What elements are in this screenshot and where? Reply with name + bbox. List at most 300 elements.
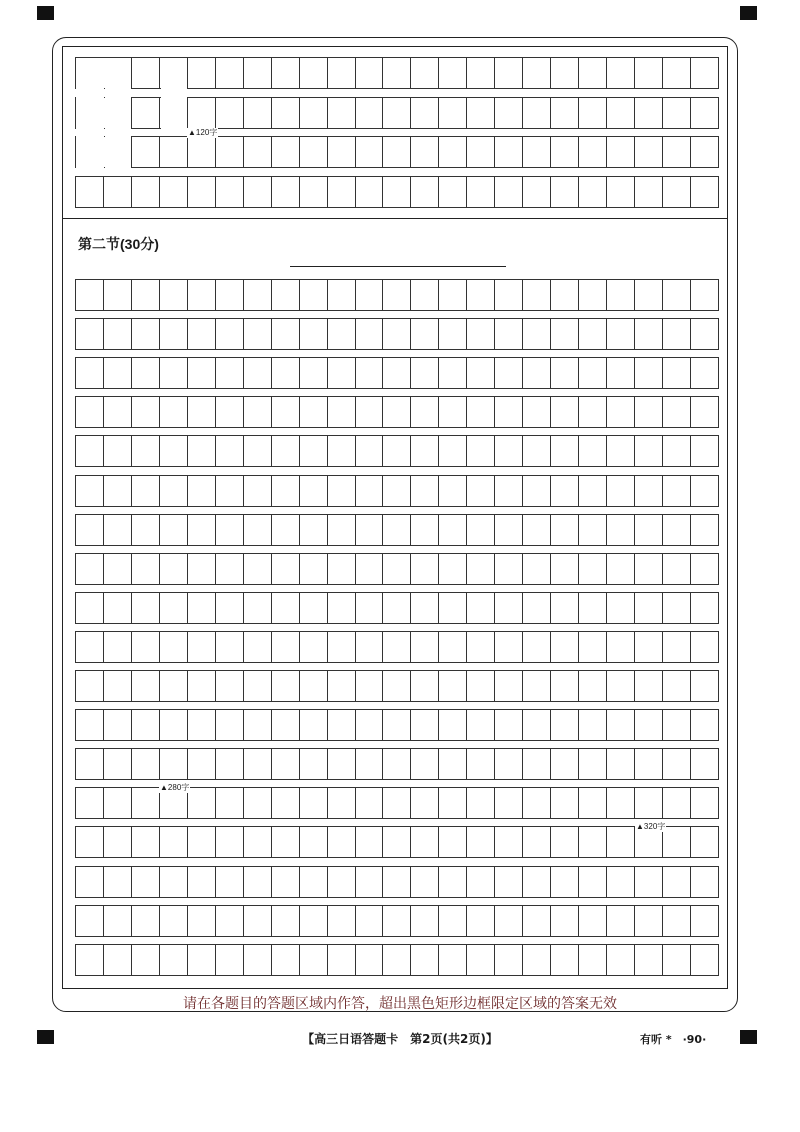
- grid-cell[interactable]: [607, 515, 635, 545]
- grid-cell[interactable]: [663, 710, 691, 740]
- grid-cell[interactable]: [383, 906, 411, 936]
- grid-cell[interactable]: [188, 710, 216, 740]
- grid-cell[interactable]: [523, 397, 551, 427]
- grid-cell[interactable]: [244, 671, 272, 701]
- grid-cell[interactable]: [132, 177, 160, 207]
- grid-cell[interactable]: [495, 593, 523, 623]
- grid-cell[interactable]: [495, 397, 523, 427]
- grid-cell[interactable]: [104, 515, 132, 545]
- grid-cell[interactable]: [411, 358, 439, 388]
- grid-cell[interactable]: [272, 788, 300, 818]
- grid-cell[interactable]: [411, 280, 439, 310]
- grid-cell[interactable]: [691, 749, 718, 779]
- grid-cell[interactable]: [439, 671, 467, 701]
- grid-cell[interactable]: [216, 397, 244, 427]
- grid-cell[interactable]: [411, 58, 439, 88]
- grid-cell[interactable]: [439, 319, 467, 349]
- grid-cell[interactable]: [635, 436, 663, 466]
- grid-cell[interactable]: [300, 593, 328, 623]
- grid-cell[interactable]: [579, 319, 607, 349]
- grid-cell[interactable]: [216, 98, 244, 128]
- grid-cell[interactable]: [272, 58, 300, 88]
- grid-cell[interactable]: [383, 515, 411, 545]
- grid-row[interactable]: [75, 514, 719, 546]
- grid-cell[interactable]: [607, 788, 635, 818]
- grid-cell[interactable]: [300, 827, 328, 857]
- grid-cell[interactable]: [216, 710, 244, 740]
- grid-row[interactable]: [75, 475, 719, 507]
- grid-row[interactable]: [75, 279, 719, 311]
- grid-cell[interactable]: [495, 749, 523, 779]
- grid-cell[interactable]: [216, 867, 244, 897]
- grid-cell[interactable]: [663, 58, 691, 88]
- grid-cell[interactable]: [579, 867, 607, 897]
- grid-cell[interactable]: [104, 397, 132, 427]
- grid-cell[interactable]: [411, 397, 439, 427]
- grid-cell[interactable]: [328, 867, 356, 897]
- grid-cell[interactable]: [691, 58, 718, 88]
- grid-cell[interactable]: [300, 632, 328, 662]
- grid-cell[interactable]: [439, 397, 467, 427]
- grid-cell[interactable]: [607, 280, 635, 310]
- grid-cell[interactable]: [216, 788, 244, 818]
- grid-cell[interactable]: [691, 710, 718, 740]
- grid-cell[interactable]: [188, 749, 216, 779]
- grid-cell[interactable]: [579, 436, 607, 466]
- grid-cell[interactable]: [411, 710, 439, 740]
- grid-cell[interactable]: [383, 632, 411, 662]
- grid-cell[interactable]: [188, 671, 216, 701]
- grid-cell[interactable]: [244, 554, 272, 584]
- grid-cell[interactable]: [551, 554, 579, 584]
- grid-cell[interactable]: [383, 58, 411, 88]
- grid-cell[interactable]: [132, 945, 160, 975]
- grid-cell[interactable]: [216, 945, 244, 975]
- grid-cell[interactable]: [551, 788, 579, 818]
- grid-cell[interactable]: [495, 436, 523, 466]
- grid-cell[interactable]: [551, 476, 579, 506]
- grid-cell[interactable]: [356, 749, 384, 779]
- grid-cell[interactable]: [635, 280, 663, 310]
- grid-cell[interactable]: [411, 554, 439, 584]
- grid-cell[interactable]: [551, 632, 579, 662]
- grid-cell[interactable]: [272, 749, 300, 779]
- grid-row[interactable]: [75, 748, 719, 780]
- grid-cell[interactable]: [272, 137, 300, 167]
- grid-cell[interactable]: [663, 632, 691, 662]
- grid-cell[interactable]: [691, 945, 718, 975]
- grid-cell[interactable]: [467, 358, 495, 388]
- grid-cell[interactable]: [272, 515, 300, 545]
- grid-cell[interactable]: [356, 280, 384, 310]
- grid-cell[interactable]: [272, 397, 300, 427]
- grid-cell[interactable]: [439, 476, 467, 506]
- grid-cell[interactable]: [104, 177, 132, 207]
- grid-cell[interactable]: [104, 945, 132, 975]
- grid-cell[interactable]: [383, 945, 411, 975]
- grid-cell[interactable]: [495, 671, 523, 701]
- grid-cell[interactable]: [551, 867, 579, 897]
- grid-cell[interactable]: [272, 867, 300, 897]
- grid-cell[interactable]: [160, 632, 188, 662]
- grid-cell[interactable]: [635, 749, 663, 779]
- grid-cell[interactable]: [76, 358, 104, 388]
- grid-cell[interactable]: [328, 749, 356, 779]
- grid-cell[interactable]: [467, 397, 495, 427]
- grid-cell[interactable]: [76, 515, 104, 545]
- grid-cell[interactable]: [691, 632, 718, 662]
- grid-cell[interactable]: [244, 280, 272, 310]
- grid-cell[interactable]: [523, 280, 551, 310]
- grid-cell[interactable]: [300, 749, 328, 779]
- grid-cell[interactable]: [188, 554, 216, 584]
- grid-cell[interactable]: [607, 671, 635, 701]
- grid-cell[interactable]: [383, 788, 411, 818]
- grid-cell[interactable]: [132, 98, 160, 128]
- grid-cell[interactable]: [635, 358, 663, 388]
- grid-cell[interactable]: [579, 749, 607, 779]
- grid-cell[interactable]: [160, 945, 188, 975]
- grid-row[interactable]: [75, 176, 719, 208]
- grid-cell[interactable]: [663, 98, 691, 128]
- grid-cell[interactable]: [551, 397, 579, 427]
- grid-cell[interactable]: [356, 319, 384, 349]
- grid-cell[interactable]: [160, 593, 188, 623]
- grid-cell[interactable]: [244, 515, 272, 545]
- grid-cell[interactable]: [188, 436, 216, 466]
- grid-cell[interactable]: [216, 280, 244, 310]
- grid-cell[interactable]: [663, 945, 691, 975]
- grid-cell[interactable]: [579, 476, 607, 506]
- grid-cell[interactable]: [356, 906, 384, 936]
- grid-cell[interactable]: [495, 906, 523, 936]
- grid-cell[interactable]: [356, 671, 384, 701]
- grid-cell[interactable]: [495, 137, 523, 167]
- grid-cell[interactable]: [160, 827, 188, 857]
- grid-cell[interactable]: [244, 58, 272, 88]
- grid-cell[interactable]: [635, 397, 663, 427]
- grid-cell[interactable]: [607, 358, 635, 388]
- grid-cell[interactable]: [272, 827, 300, 857]
- grid-cell[interactable]: [216, 632, 244, 662]
- grid-cell[interactable]: [160, 671, 188, 701]
- grid-cell[interactable]: [551, 98, 579, 128]
- grid-cell[interactable]: [300, 98, 328, 128]
- grid-cell[interactable]: [467, 177, 495, 207]
- grid-cell[interactable]: [383, 98, 411, 128]
- grid-cell[interactable]: [439, 358, 467, 388]
- grid-cell[interactable]: [216, 358, 244, 388]
- grid-cell[interactable]: [104, 671, 132, 701]
- grid-cell[interactable]: [523, 436, 551, 466]
- grid-cell[interactable]: [495, 554, 523, 584]
- grid-cell[interactable]: [523, 137, 551, 167]
- grid-cell[interactable]: [188, 319, 216, 349]
- grid-cell[interactable]: [439, 749, 467, 779]
- grid-row[interactable]: [75, 592, 719, 624]
- grid-cell[interactable]: [272, 436, 300, 466]
- grid-cell[interactable]: [76, 710, 104, 740]
- grid-cell[interactable]: [328, 319, 356, 349]
- grid-cell[interactable]: [216, 593, 244, 623]
- grid-cell[interactable]: [300, 554, 328, 584]
- grid-cell[interactable]: [495, 710, 523, 740]
- grid-cell[interactable]: [76, 906, 104, 936]
- grid-cell[interactable]: [132, 397, 160, 427]
- grid-cell[interactable]: [411, 788, 439, 818]
- grid-cell[interactable]: [244, 749, 272, 779]
- grid-cell[interactable]: [383, 593, 411, 623]
- grid-cell[interactable]: [635, 98, 663, 128]
- grid-cell[interactable]: [188, 945, 216, 975]
- grid-cell[interactable]: [439, 710, 467, 740]
- grid-cell[interactable]: [691, 319, 718, 349]
- grid-cell[interactable]: [551, 710, 579, 740]
- grid-cell[interactable]: [551, 137, 579, 167]
- grid-cell[interactable]: [356, 397, 384, 427]
- grid-cell[interactable]: [300, 58, 328, 88]
- grid-cell[interactable]: [244, 788, 272, 818]
- grid-cell[interactable]: [188, 515, 216, 545]
- grid-cell[interactable]: [76, 632, 104, 662]
- grid-cell[interactable]: [579, 177, 607, 207]
- grid-cell[interactable]: [635, 710, 663, 740]
- grid-cell[interactable]: [132, 280, 160, 310]
- grid-row[interactable]: [75, 866, 719, 898]
- grid-cell[interactable]: [328, 632, 356, 662]
- grid-cell[interactable]: [328, 58, 356, 88]
- grid-cell[interactable]: [132, 671, 160, 701]
- grid-cell[interactable]: [216, 827, 244, 857]
- grid-cell[interactable]: [467, 710, 495, 740]
- grid-cell[interactable]: [691, 788, 718, 818]
- grid-cell[interactable]: [244, 397, 272, 427]
- grid-cell[interactable]: [579, 593, 607, 623]
- grid-cell[interactable]: [607, 476, 635, 506]
- grid-cell[interactable]: [76, 280, 104, 310]
- grid-cell[interactable]: [272, 671, 300, 701]
- grid-cell[interactable]: [635, 137, 663, 167]
- grid-cell[interactable]: [523, 358, 551, 388]
- grid-cell[interactable]: [635, 945, 663, 975]
- grid-cell[interactable]: [439, 906, 467, 936]
- grid-cell[interactable]: [635, 476, 663, 506]
- grid-cell[interactable]: [411, 177, 439, 207]
- grid-cell[interactable]: [691, 177, 718, 207]
- grid-cell[interactable]: [272, 177, 300, 207]
- grid-cell[interactable]: [104, 632, 132, 662]
- grid-cell[interactable]: [188, 177, 216, 207]
- grid-cell[interactable]: [244, 319, 272, 349]
- grid-cell[interactable]: [691, 397, 718, 427]
- grid-cell[interactable]: [383, 710, 411, 740]
- grid-cell[interactable]: [551, 749, 579, 779]
- grid-cell[interactable]: [495, 98, 523, 128]
- writing-grid-section2[interactable]: [75, 279, 719, 981]
- grid-cell[interactable]: [523, 515, 551, 545]
- grid-cell[interactable]: [272, 476, 300, 506]
- grid-cell[interactable]: [300, 177, 328, 207]
- grid-cell[interactable]: [76, 436, 104, 466]
- grid-cell[interactable]: [607, 98, 635, 128]
- grid-cell[interactable]: [160, 906, 188, 936]
- grid-cell[interactable]: [188, 788, 216, 818]
- grid-cell[interactable]: [272, 358, 300, 388]
- grid-cell[interactable]: [523, 945, 551, 975]
- grid-cell[interactable]: [132, 436, 160, 466]
- grid-cell[interactable]: [383, 749, 411, 779]
- grid-cell[interactable]: [160, 749, 188, 779]
- grid-cell[interactable]: [272, 319, 300, 349]
- grid-row[interactable]: [75, 357, 719, 389]
- grid-cell[interactable]: [244, 906, 272, 936]
- grid-cell[interactable]: [160, 319, 188, 349]
- grid-cell[interactable]: [356, 98, 384, 128]
- grid-cell[interactable]: [411, 319, 439, 349]
- grid-cell[interactable]: [579, 515, 607, 545]
- grid-cell[interactable]: [216, 137, 244, 167]
- grid-cell[interactable]: [76, 788, 104, 818]
- grid-cell[interactable]: [272, 280, 300, 310]
- grid-cell[interactable]: [76, 945, 104, 975]
- grid-cell[interactable]: [160, 515, 188, 545]
- grid-cell[interactable]: [691, 280, 718, 310]
- grid-cell[interactable]: [663, 397, 691, 427]
- grid-cell[interactable]: [523, 788, 551, 818]
- grid-cell[interactable]: [160, 710, 188, 740]
- grid-cell[interactable]: [439, 280, 467, 310]
- grid-cell[interactable]: [300, 867, 328, 897]
- grid-cell[interactable]: [188, 58, 216, 88]
- grid-cell[interactable]: [272, 906, 300, 936]
- grid-cell[interactable]: [244, 137, 272, 167]
- grid-cell[interactable]: [104, 827, 132, 857]
- grid-row[interactable]: [75, 136, 719, 168]
- grid-cell[interactable]: [635, 319, 663, 349]
- grid-cell[interactable]: [160, 358, 188, 388]
- grid-cell[interactable]: [132, 319, 160, 349]
- grid-cell[interactable]: [356, 945, 384, 975]
- grid-cell[interactable]: [356, 710, 384, 740]
- grid-cell[interactable]: [411, 476, 439, 506]
- grid-row[interactable]: [75, 905, 719, 937]
- grid-cell[interactable]: [663, 788, 691, 818]
- grid-cell[interactable]: [76, 593, 104, 623]
- grid-cell[interactable]: [551, 827, 579, 857]
- grid-cell[interactable]: [607, 906, 635, 936]
- grid-cell[interactable]: [635, 177, 663, 207]
- grid-cell[interactable]: [300, 945, 328, 975]
- grid-cell[interactable]: [216, 476, 244, 506]
- grid-row[interactable]: [75, 944, 719, 976]
- grid-cell[interactable]: [691, 515, 718, 545]
- grid-cell[interactable]: [663, 593, 691, 623]
- grid-cell[interactable]: [356, 476, 384, 506]
- grid-cell[interactable]: [328, 710, 356, 740]
- grid-cell[interactable]: [579, 554, 607, 584]
- grid-cell[interactable]: [607, 749, 635, 779]
- grid-cell[interactable]: [635, 515, 663, 545]
- grid-cell[interactable]: [579, 906, 607, 936]
- grid-cell[interactable]: [104, 788, 132, 818]
- grid-cell[interactable]: [160, 867, 188, 897]
- grid-cell[interactable]: [411, 632, 439, 662]
- grid-cell[interactable]: [356, 593, 384, 623]
- grid-cell[interactable]: [272, 945, 300, 975]
- grid-cell[interactable]: [300, 710, 328, 740]
- grid-cell[interactable]: [691, 137, 718, 167]
- grid-cell[interactable]: [467, 554, 495, 584]
- grid-cell[interactable]: [188, 397, 216, 427]
- grid-cell[interactable]: [300, 906, 328, 936]
- grid-cell[interactable]: [383, 358, 411, 388]
- grid-cell[interactable]: [328, 177, 356, 207]
- grid-cell[interactable]: [691, 867, 718, 897]
- grid-cell[interactable]: [663, 476, 691, 506]
- grid-cell[interactable]: [216, 515, 244, 545]
- grid-cell[interactable]: [663, 749, 691, 779]
- grid-cell[interactable]: [76, 554, 104, 584]
- grid-cell[interactable]: [691, 476, 718, 506]
- grid-cell[interactable]: [411, 593, 439, 623]
- grid-cell[interactable]: [411, 867, 439, 897]
- grid-cell[interactable]: [244, 945, 272, 975]
- grid-cell[interactable]: [216, 749, 244, 779]
- grid-cell[interactable]: [691, 827, 718, 857]
- grid-cell[interactable]: [635, 593, 663, 623]
- grid-cell[interactable]: [691, 554, 718, 584]
- grid-cell[interactable]: [244, 827, 272, 857]
- grid-cell[interactable]: [467, 280, 495, 310]
- grid-cell[interactable]: [383, 554, 411, 584]
- grid-cell[interactable]: [244, 98, 272, 128]
- grid-cell[interactable]: [104, 436, 132, 466]
- grid-cell[interactable]: [132, 906, 160, 936]
- grid-cell[interactable]: [328, 476, 356, 506]
- grid-cell[interactable]: [523, 632, 551, 662]
- grid-cell[interactable]: [607, 397, 635, 427]
- grid-cell[interactable]: [328, 788, 356, 818]
- grid-cell[interactable]: [439, 632, 467, 662]
- grid-cell[interactable]: [160, 177, 188, 207]
- grid-cell[interactable]: [411, 515, 439, 545]
- grid-cell[interactable]: [300, 137, 328, 167]
- grid-cell[interactable]: [300, 397, 328, 427]
- grid-cell[interactable]: [607, 867, 635, 897]
- grid-cell[interactable]: [104, 319, 132, 349]
- grid-cell[interactable]: [188, 593, 216, 623]
- grid-cell[interactable]: [272, 593, 300, 623]
- grid-cell[interactable]: [300, 436, 328, 466]
- grid-cell[interactable]: [691, 436, 718, 466]
- grid-cell[interactable]: [523, 906, 551, 936]
- grid-cell[interactable]: [467, 319, 495, 349]
- grid-cell[interactable]: [607, 137, 635, 167]
- grid-cell[interactable]: [579, 280, 607, 310]
- grid-cell[interactable]: [216, 554, 244, 584]
- grid-cell[interactable]: [439, 827, 467, 857]
- grid-cell[interactable]: [495, 827, 523, 857]
- grid-cell[interactable]: [244, 476, 272, 506]
- grid-cell[interactable]: [160, 280, 188, 310]
- grid-cell[interactable]: [132, 515, 160, 545]
- grid-cell[interactable]: [132, 476, 160, 506]
- grid-cell[interactable]: [467, 788, 495, 818]
- grid-row[interactable]: [75, 670, 719, 702]
- grid-cell[interactable]: [607, 593, 635, 623]
- grid-cell[interactable]: [551, 319, 579, 349]
- grid-cell[interactable]: [76, 476, 104, 506]
